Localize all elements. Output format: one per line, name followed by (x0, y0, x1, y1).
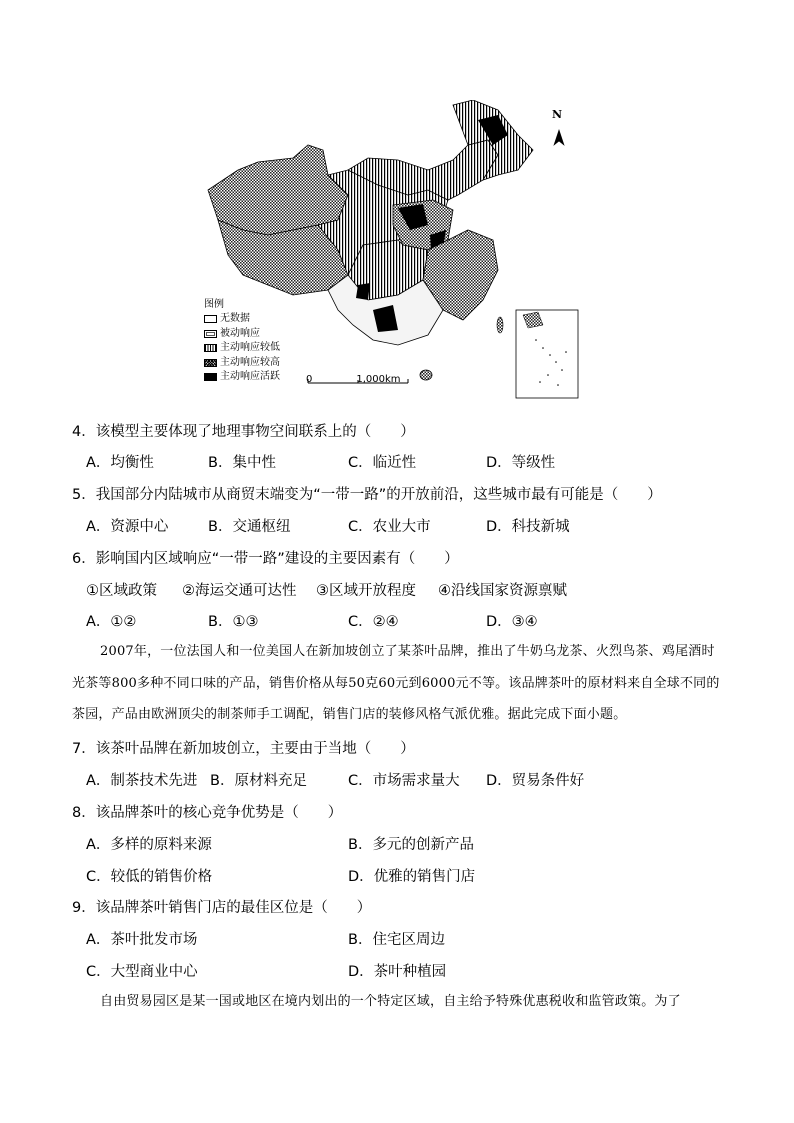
q6-item-4: ④沿线国家资源禀赋 (438, 583, 567, 599)
region-active-sw (356, 283, 370, 300)
q8-option-d[interactable]: D．优雅的销售门店 (348, 869, 476, 885)
q4-option-c[interactable]: C．临近性 (348, 455, 417, 471)
legend-title: 图例 (204, 299, 224, 310)
q4-option-b[interactable]: B．集中性 (208, 455, 276, 471)
question-6-stem: 6．影响国内区域响应“一带一路”建设的主要因素有（ ） (72, 551, 459, 567)
q5-option-d[interactable]: D．科技新城 (486, 519, 570, 535)
region-taiwan (497, 317, 503, 333)
question-5-stem: 5．我国部分内陆城市从商贸末端变为“一带一路”的开放前沿，这些城市最有可能是（ ） (72, 487, 662, 503)
legend-item-none: 无数据 (204, 312, 280, 327)
scale-end: 1,000km (356, 374, 401, 385)
q7-option-c[interactable]: C．市场需求量大 (348, 773, 460, 789)
legend-item-passive: 被动响应 (204, 327, 280, 342)
legend-item-high: 主动响应较高 (204, 356, 280, 371)
q6-item-2: ②海运交通可达性 (182, 583, 297, 599)
q5-option-a[interactable]: A．资源中心 (86, 519, 169, 535)
q6-item-1: ①区域政策 (86, 583, 157, 599)
passage-free-trade-zone: 自由贸易园区是某一国或地区在境内划出的一个特定区域，自主给予特殊优惠税收和监管政策。为了 (100, 994, 681, 1009)
map-legend (204, 298, 280, 385)
question-4-stem: 4．该模型主要体现了地理事物空间联系上的（ ） (72, 424, 415, 440)
region-hainan (420, 370, 432, 380)
scale-start: 0 (306, 374, 313, 385)
q9-option-b[interactable]: B．住宅区周边 (348, 932, 445, 948)
q6-option-b[interactable]: B．①③ (208, 614, 259, 630)
swatch-active (204, 373, 217, 381)
q7-option-a[interactable]: A．制茶技术先进 (86, 773, 198, 789)
swatch-passive (204, 330, 217, 338)
swatch-none (204, 315, 217, 323)
q9-option-d[interactable]: D．茶叶种植园 (348, 964, 447, 980)
q5-option-b[interactable]: B．交通枢纽 (208, 519, 291, 535)
legend-item-active: 主动响应活跃 (204, 370, 280, 385)
passage-tea-brand: 2007年，一位法国人和一位美国人在新加坡创立了某茶叶品牌，推出了牛奶乌龙茶、火烈鸟茶、鸡尾酒时光茶等800多种不同口味的产品，销售价格从每50克60元到6000元不等。该品牌茶叶的原材料来自全球不同的茶园，产品由欧洲顶尖的制茶师手工调配，销售门店的装修风格气派优雅。据此完成下面小题。 (72, 644, 720, 722)
q8-option-b[interactable]: B．多元的创新产品 (348, 837, 474, 853)
q5-option-c[interactable]: C．农业大市 (348, 519, 431, 535)
q4-option-a[interactable]: A．均衡性 (86, 455, 154, 471)
scale-labels (306, 374, 401, 385)
q6-option-c[interactable]: C．②④ (348, 614, 399, 630)
question-8-stem: 8．该品牌茶叶的核心竞争优势是（ ） (72, 805, 343, 821)
q6-option-a[interactable]: A．①② (86, 614, 137, 630)
question-7-stem: 7．该茶叶品牌在新加坡创立，主要由于当地（ ） (72, 741, 415, 757)
q9-option-c[interactable]: C．大型商业中心 (86, 964, 198, 980)
q6-item-3: ③区域开放程度 (316, 583, 416, 599)
q8-option-c[interactable]: C．较低的销售价格 (86, 869, 213, 885)
north-label: N (552, 108, 563, 121)
region-northwest (208, 145, 348, 235)
q4-option-d[interactable]: D．等级性 (486, 455, 556, 471)
north-arrow-icon (554, 130, 564, 145)
q7-option-d[interactable]: D．贸易条件好 (486, 773, 585, 789)
legend-item-low: 主动响应较低 (204, 341, 280, 356)
south-sea-inset (516, 310, 578, 398)
swatch-low (204, 344, 217, 352)
q8-option-a[interactable]: A．多样的原料来源 (86, 837, 212, 853)
swatch-high (204, 359, 217, 367)
q6-option-d[interactable]: D．③④ (486, 614, 538, 630)
question-9-stem: 9．该品牌茶叶销售门店的最佳区位是（ ） (72, 900, 372, 916)
q9-option-a[interactable]: A．茶叶批发市场 (86, 932, 198, 948)
q7-option-b[interactable]: B．原材料充足 (210, 773, 307, 789)
